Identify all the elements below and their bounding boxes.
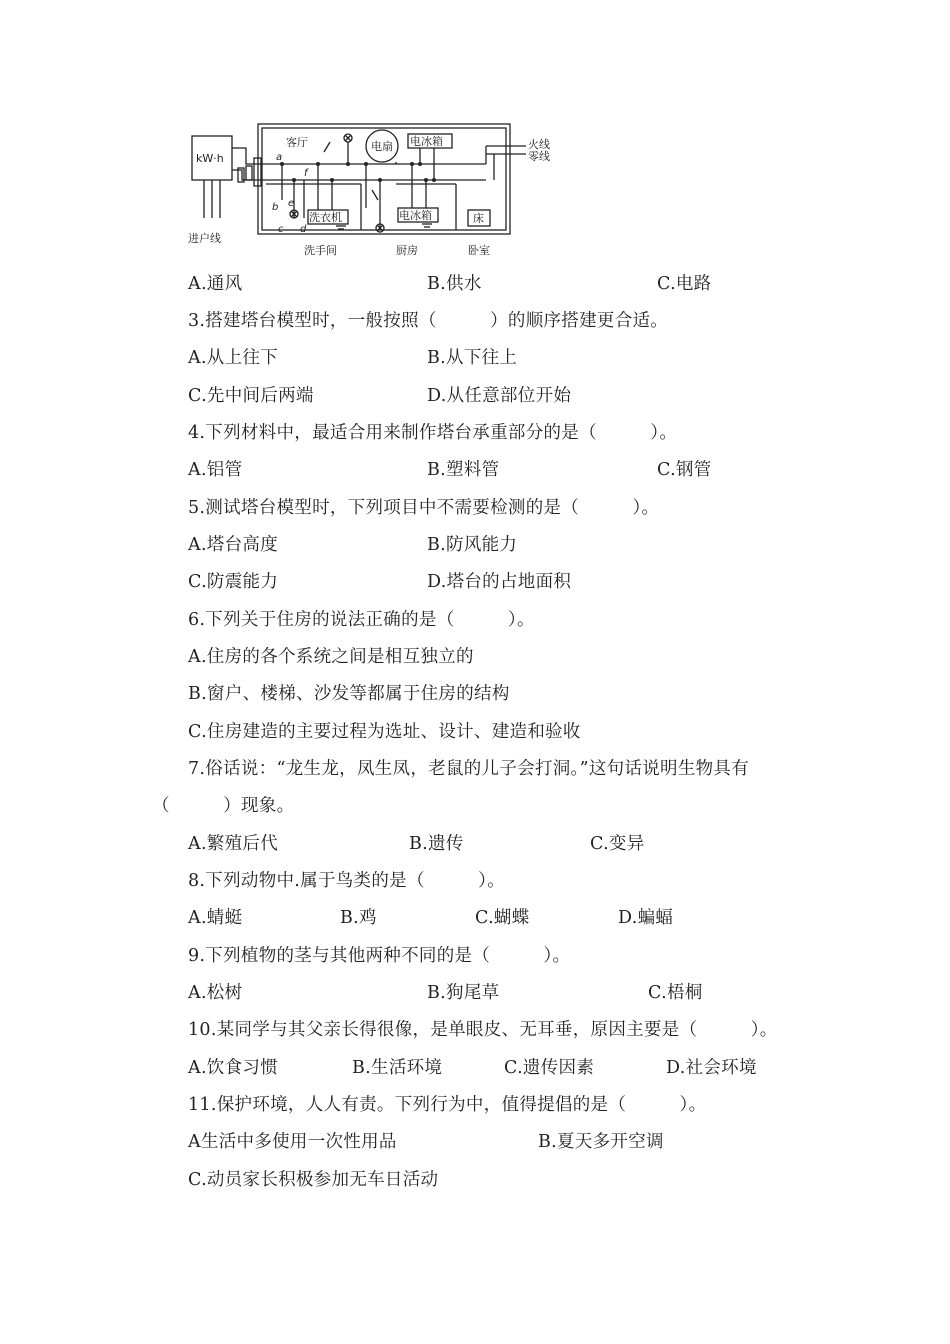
q6-stem: 6.下列关于住房的说法正确的是（ ）。 bbox=[188, 610, 535, 630]
q7-option-a: A.繁殖后代 bbox=[188, 834, 279, 854]
q10-option-d: D.社会环境 bbox=[666, 1058, 757, 1078]
room-bath-label: 洗手间 bbox=[304, 244, 337, 257]
q3-option-c: C.先中间后两端 bbox=[188, 386, 314, 406]
q2-option-a: A.通风 bbox=[188, 274, 243, 294]
letter-f: f bbox=[304, 168, 308, 179]
fan-label: 电扇 bbox=[371, 140, 393, 153]
q3-option-b: B.从下往上 bbox=[427, 348, 518, 368]
q9-option-b: B.狗尾草 bbox=[427, 983, 500, 1003]
meter-label: kW·h bbox=[196, 152, 224, 165]
q7-stem: 7.俗话说：“龙生龙，凤生凤，老鼠的儿子会打洞。”这句话说明生物具有 bbox=[188, 759, 750, 779]
q9-option-a: A.松树 bbox=[188, 983, 243, 1003]
q2-option-c: C.电路 bbox=[657, 274, 712, 294]
q6-option-b: B.窗户、楼梯、沙发等都属于住房的结构 bbox=[188, 684, 510, 704]
q9-option-c: C.梧桐 bbox=[648, 983, 703, 1003]
room-bedroom-label: 卧室 bbox=[468, 244, 490, 257]
washer-label: 洗衣机 bbox=[309, 211, 342, 224]
q10-option-a: A.饮食习惯 bbox=[188, 1058, 279, 1078]
q7-stem-continued: （ ）现象。 bbox=[152, 796, 295, 816]
q8-option-b: B.鸡 bbox=[340, 908, 377, 928]
q11-option-a: A生活中多使用一次性用品 bbox=[188, 1132, 397, 1152]
q11-option-c: C.动员家长积极参加无车日活动 bbox=[188, 1170, 439, 1190]
letter-b: b bbox=[272, 202, 279, 213]
q11-option-b: B.夏天多开空调 bbox=[538, 1132, 664, 1152]
q4-stem: 4.下列材料中，最适合用来制作塔台承重部分的是（ ）。 bbox=[188, 423, 678, 443]
letter-e: e bbox=[288, 198, 295, 209]
neutral-wire-label: 零线 bbox=[528, 150, 550, 163]
q10-option-c: C.遗传因素 bbox=[504, 1058, 595, 1078]
entry-line-label: 进户线 bbox=[188, 232, 221, 245]
letter-a: a bbox=[276, 152, 283, 163]
letter-c: c bbox=[278, 224, 284, 235]
q6-option-c: C.住房建造的主要过程为选址、设计、建造和验收 bbox=[188, 722, 581, 742]
q5-option-c: C.防震能力 bbox=[188, 572, 279, 592]
q10-option-b: B.生活环境 bbox=[352, 1058, 443, 1078]
q7-option-c: C.变异 bbox=[590, 834, 645, 854]
q9-stem: 9.下列植物的茎与其他两种不同的是（ ）。 bbox=[188, 946, 571, 966]
q5-option-b: B.防风能力 bbox=[427, 535, 518, 555]
q8-option-d: D.蝙蝠 bbox=[618, 908, 674, 928]
q5-option-a: A.塔台高度 bbox=[188, 535, 279, 555]
q8-option-c: C.蝴蝶 bbox=[475, 908, 530, 928]
live-wire-label: 火线 bbox=[528, 138, 550, 151]
q3-stem: 3.搭建塔台模型时，一般按照（ ）的顺序搭建更合适。 bbox=[188, 311, 669, 331]
letter-d: d bbox=[300, 224, 307, 235]
q5-option-d: D.塔台的占地面积 bbox=[427, 572, 572, 592]
q6-option-a: A.住房的各个系统之间是相互独立的 bbox=[188, 647, 474, 667]
q8-stem: 8.下列动物中.属于鸟类的是（ ）。 bbox=[188, 871, 506, 891]
q11-stem: 11.保护环境，人人有责。下列行为中，值得提倡的是（ ）。 bbox=[188, 1095, 707, 1115]
q4-option-a: A.铝管 bbox=[188, 460, 243, 480]
q4-option-c: C.钢管 bbox=[657, 460, 712, 480]
q3-option-d: D.从任意部位开始 bbox=[427, 386, 572, 406]
bed-label: 床 bbox=[473, 212, 484, 225]
q10-stem: 10.某同学与其父亲长得很像，是单眼皮、无耳垂，原因主要是（ ）。 bbox=[188, 1020, 778, 1040]
q2-option-b: B.供水 bbox=[427, 274, 482, 294]
q4-option-b: B.塑料管 bbox=[427, 460, 500, 480]
room-kitchen-label: 厨房 bbox=[396, 244, 418, 257]
q5-stem: 5.测试塔台模型时，下列项目中不需要检测的是（ ）。 bbox=[188, 498, 660, 518]
fridge-top-label: 电冰箱 bbox=[410, 135, 443, 148]
q3-option-a: A.从上往下 bbox=[188, 348, 279, 368]
fridge-bottom-label: 电冰箱 bbox=[399, 209, 432, 222]
room-living-label: 客厅 bbox=[286, 136, 308, 149]
house-wiring-diagram bbox=[186, 118, 558, 266]
q7-option-b: B.遗传 bbox=[409, 834, 464, 854]
q8-option-a: A.蜻蜓 bbox=[188, 908, 243, 928]
